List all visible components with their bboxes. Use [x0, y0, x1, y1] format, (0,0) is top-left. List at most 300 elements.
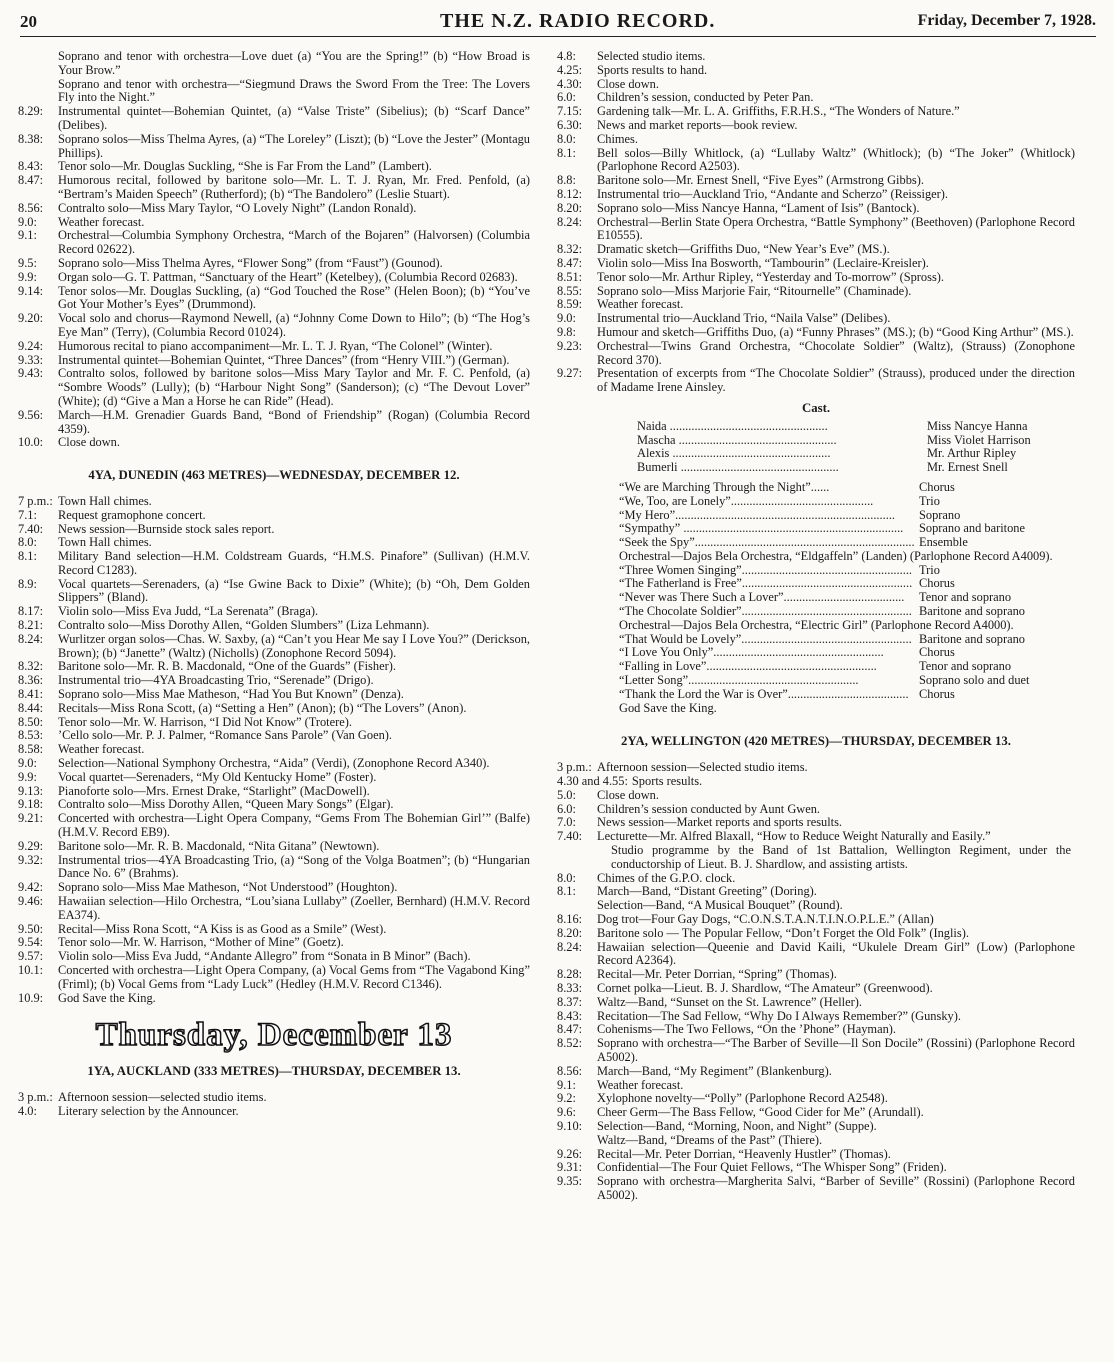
entry-time: 8.29:: [18, 104, 44, 119]
entry-text: Instrumental trios—4YA Broadcasting Trio, (a) “Song of the Volga Boatmen”; (b) “Hungarian Dance No. 6” (Brahms).: [58, 852, 530, 881]
issue-date: Friday, December 7, 1928.: [917, 12, 1096, 29]
entry-time: 4.8:: [557, 49, 576, 63]
program-entry: [18, 257, 530, 271]
musical-number-row: [619, 591, 1075, 605]
cast-row: [557, 434, 1075, 448]
entry-time: 7.0:: [557, 815, 576, 830]
program-entry: [18, 409, 530, 437]
entry-time: 8.28:: [557, 967, 583, 982]
program-entry: [18, 550, 530, 578]
entry-time: 7.15:: [557, 104, 583, 119]
entry-text: Soprano with orchestra—Margherita Salvi, “Barber of Seville” (Rossini) (Parlophone Record A5002).: [597, 1174, 1075, 1202]
entry-time: 8.53:: [18, 728, 44, 743]
cast-role: Mascha ...................................................: [637, 433, 837, 447]
entry-time: 4.0:: [18, 1103, 37, 1118]
program-entry: [18, 605, 530, 619]
program-entry: [557, 1120, 1075, 1134]
program-entry: [18, 229, 530, 257]
entry-time: 8.20:: [557, 200, 583, 215]
program-entry: [18, 771, 530, 785]
program-entry: [557, 1106, 1075, 1120]
musical-number-title: “We, Too, are Lonely”..............................................: [619, 494, 874, 508]
program-entry: [18, 340, 530, 354]
entry-text: Literary selection by the Announcer.: [58, 1103, 239, 1118]
program-entry: [557, 885, 1075, 899]
musical-number-row: [619, 577, 1075, 591]
cast-row: [557, 420, 1075, 434]
auckland-heading: 1YA, AUCKLAND (333 METRES)—THURSDAY, DECEMBER 13.: [87, 1064, 461, 1079]
program-entry: [18, 674, 530, 688]
entry-time: 8.43:: [557, 1008, 583, 1023]
musical-number-title: “Three Women Singing”.......................................................: [619, 563, 913, 577]
entry-time: 9.23:: [557, 338, 583, 353]
wellington-heading: 2YA, WELLINGTON (420 METRES)—THURSDAY, DECEMBER 13.: [621, 734, 1011, 749]
entry-text: Soprano and tenor with orchestra—“Siegmund Draws the Sword From the Tree: The Lovers Fly into the Night.”: [58, 76, 530, 105]
entry-time: 8.32:: [557, 242, 583, 257]
entry-time: 9.0:: [18, 756, 37, 771]
program-entry: [557, 1079, 1075, 1093]
entry-text: Tenor solo—Mr. W. Harrison, “I Did Not Know” (Trotere).: [58, 714, 352, 729]
entry-text: Organ solo—G. T. Pattman, “Sanctuary of the Heart” (Ketelbey), (Columbia Record 02683).: [58, 269, 518, 284]
entry-text: Soprano solo—Miss Nancye Hanna, “Lament of Isis” (Bantock).: [597, 200, 920, 215]
musical-number-row: [619, 481, 1075, 495]
program-entry: [557, 119, 1075, 133]
entry-time: 8.12:: [557, 186, 583, 201]
entry-time: 8.36:: [18, 673, 44, 688]
program-entry: [18, 950, 530, 964]
entry-time: 4.30 and 4.55:: [557, 774, 628, 789]
program-entry: [557, 1148, 1075, 1162]
entry-time: 8.55:: [557, 283, 583, 298]
program-entry: [18, 174, 530, 202]
entry-text: Dramatic sketch—Griffiths Duo, “New Year’s Eve” (MS.).: [597, 242, 890, 257]
entry-text: Humorous recital to piano accompaniment—Mr. L. T. J. Ryan, “The Colonel” (Winter).: [58, 338, 493, 353]
entry-time: 9.10:: [557, 1118, 583, 1133]
entry-time: 9.18:: [18, 797, 44, 812]
program-entry: [557, 367, 1075, 395]
entry-text: Soprano solo—Miss Thelma Ayres, “Flower Song” (from “Faust”) (Gounod).: [58, 255, 443, 270]
entry-time: 8.1:: [557, 884, 576, 899]
entry-time: 9.9:: [18, 769, 37, 784]
program-entry: [18, 495, 530, 509]
entry-text: Concerted with orchestra—Light Opera Company, “Gems From The Bohemian Girl’” (Balfe) (H.M.V. Record EB9).: [58, 811, 530, 840]
program-entry: [557, 1161, 1075, 1175]
program-entry: [557, 147, 1075, 175]
musical-number-performers: Ensemble: [919, 535, 968, 550]
program-entry: [18, 1105, 530, 1119]
entry-text: Waltz—Band, “Sunset on the St. Lawrence” (Heller).: [597, 994, 862, 1009]
entry-time: 9.56:: [18, 407, 44, 422]
entry-text: Children’s session conducted by Aunt Gwen.: [597, 801, 821, 816]
musical-number-row: [619, 495, 1075, 509]
program-entry: [557, 775, 1075, 789]
program-entry: [18, 536, 530, 550]
entry-text: Humorous recital, followed by baritone solo—Mr. L. T. J. Ryan, Mr. Fred. Penfold, (a) “Bertram’s Maiden Speech” (Rutherford); (b) “The Bandolero” (Leslie Stuart).: [58, 173, 530, 201]
musical-number-performers: Tenor and soprano: [919, 659, 1012, 674]
program-entry: [18, 992, 530, 1006]
cast-actor: Miss Nancye Hanna: [927, 418, 1028, 433]
program-entry: [18, 160, 530, 174]
program-entry: [557, 326, 1075, 340]
entry-text: Baritone solo—Mr. R. B. Macdonald, “Nita Gitana” (Newtown).: [58, 838, 380, 853]
musical-number-row: [619, 522, 1075, 536]
program-entry: [18, 202, 530, 216]
program-entry: [557, 927, 1075, 941]
entry-text: Request gramophone concert.: [58, 507, 206, 522]
entry-time: 10.9:: [18, 990, 44, 1005]
program-entry: [557, 816, 1075, 830]
program-entry: [18, 367, 530, 408]
entry-time: 9.9:: [18, 269, 37, 284]
musical-number-performers: Trio: [919, 562, 940, 577]
orchestral-interlude: Orchestral—Dajos Bela Orchestra, “Eldgaffeln” (Landen) (Parlophone Record A4009).: [619, 548, 1053, 563]
cast-row: [557, 447, 1075, 461]
entry-text: Town Hall chimes.: [58, 535, 152, 550]
cast-list: [557, 420, 1075, 475]
entry-time: 8.38:: [18, 131, 44, 146]
masthead-title: THE N.Z. RADIO RECORD.: [440, 10, 716, 32]
program-entry: [557, 257, 1075, 271]
entry-time: 8.43:: [18, 159, 44, 174]
program-entry: [557, 243, 1075, 257]
entry-text: Close down.: [58, 435, 120, 450]
program-entry: [557, 968, 1075, 982]
cast-role: Naida ...................................................: [637, 419, 828, 433]
entry-text: Recital—Mr. Peter Dorrian, “Spring” (Thomas).: [597, 967, 837, 982]
entry-text: Recitals—Miss Rona Scott, (a) “Setting a Hen” (Anon); (b) “The Lovers” (Anon).: [58, 700, 467, 715]
musical-number-row: [619, 633, 1075, 647]
program-entry: [557, 872, 1075, 886]
entry-time: 8.9:: [18, 576, 37, 591]
musical-number-row: [619, 564, 1075, 578]
musical-number-performers: Soprano: [919, 507, 961, 522]
entry-time: 8.44:: [18, 700, 44, 715]
program-entry: [18, 312, 530, 340]
entry-time: 7.40:: [18, 521, 44, 536]
program-entry: [557, 1065, 1075, 1079]
program-entry: [18, 78, 530, 106]
musical-number-performers: Baritone and soprano: [919, 604, 1025, 619]
entry-text: Chimes of the G.P.O. clock.: [597, 870, 736, 885]
program-entry: [18, 660, 530, 674]
entry-text: Weather forecast.: [597, 297, 684, 312]
dunedin-program-list: [18, 495, 530, 1005]
program-entry: [557, 996, 1075, 1010]
program-entry: [18, 509, 530, 523]
musical-number-title: “Never was There Such a Lover”.......................................: [619, 591, 905, 605]
left-column: [18, 50, 530, 1119]
program-entry: [18, 354, 530, 368]
right-column: [557, 50, 1075, 1203]
entry-text: Contralto solo—Miss Dorothy Allen, “Golden Slumbers” (Liza Lehmann).: [58, 618, 430, 633]
entry-text: Instrumental quintet—Bohemian Quintet, “Three Dances” (from “Henry VIII.”) (German).: [58, 352, 510, 367]
program-entry: [557, 64, 1075, 78]
page-number: 20: [20, 12, 37, 31]
entry-time: 6.0:: [557, 801, 576, 816]
musical-number-title: “Thank the Lord the War is Over”.......................................: [619, 687, 909, 701]
entry-text: Soprano with orchestra—“The Barber of Seville—Il Son Docile” (Rossini) (Parlophone Record A5002).: [597, 1036, 1075, 1064]
cast-title: Cast.: [801, 400, 831, 415]
cast-actor: Mr. Arthur Ripley: [927, 446, 1017, 461]
program-entry: [18, 785, 530, 799]
entry-text: Violin solo—Miss Eva Judd, “Andante Allegro” from “Sonata in B Minor” (Bach).: [58, 949, 471, 964]
program-entry: [557, 271, 1075, 285]
entry-text: Close down.: [597, 76, 659, 91]
program-entry: [557, 133, 1075, 147]
entry-text: Hawaiian selection—Queenie and David Kaili, “Ukulele Dream Girl” (Low) (Parlophone Record A2364).: [597, 939, 1075, 968]
program-entry: [557, 340, 1075, 368]
entry-text: News session—Burnside stock sales report.: [58, 521, 275, 536]
entry-text: Close down.: [597, 787, 659, 802]
entry-text: Vocal solo and chorus—Raymond Newell, (a) “Johnny Come Down to Hilo”; (b) “The Hog’s Eye Man” (Terry), (Columbia Record 01024).: [58, 311, 530, 339]
entry-time: 8.56:: [557, 1063, 583, 1078]
cast-actor: Mr. Ernest Snell: [927, 460, 1008, 475]
entry-time: 5.0:: [557, 787, 576, 802]
musical-number-title: “Sympathy” .......................................................................: [619, 522, 904, 536]
entry-time: 7.1:: [18, 507, 37, 522]
entry-time: 8.32:: [18, 659, 44, 674]
entry-time: 9.8:: [557, 324, 576, 339]
entry-time: 8.51:: [557, 269, 583, 284]
entry-text: Children’s session, conducted by Peter Pan.: [597, 90, 814, 105]
entry-text: Soprano solo—Miss Marjorie Fair, “Ritournelle” (Chaminade).: [597, 283, 912, 298]
entry-time: 9.29:: [18, 838, 44, 853]
musical-number-row: [619, 536, 1075, 550]
entry-text: Vocal quartets—Serenaders, (a) “Ise Gwine Back to Dixie” (White); (b) “Oh, Dem Golden Slippers” (Bland).: [58, 576, 530, 605]
program-entry: [18, 271, 530, 285]
entry-text: Contralto solo—Miss Mary Taylor, “O Lovely Night” (Landon Ronald).: [58, 200, 417, 215]
entry-text: Selected studio items.: [597, 49, 706, 63]
entry-time: 8.52:: [557, 1036, 583, 1051]
program-entry: [18, 812, 530, 840]
entry-time: 8.50:: [18, 714, 44, 729]
entry-text: Presentation of excerpts from “The Chocolate Soldier” (Strauss), produced under the direction of Madame Irene Ainsley.: [597, 366, 1075, 395]
entry-time: 8.17:: [18, 604, 44, 619]
entry-time: 8.59:: [557, 297, 583, 312]
program-entry: [18, 50, 530, 78]
cast-role: Alexis ...................................................: [637, 447, 831, 461]
program-entry: [18, 798, 530, 812]
musical-number-row: [619, 674, 1075, 688]
entry-text: Violin solo—Miss Ina Bosworth, “Tambourin” (Leclaire-Kreisler).: [597, 255, 929, 270]
musical-number-performers: Baritone and soprano: [919, 631, 1025, 646]
entry-text: Tenor solo—Mr. W. Harrison, “Mother of Mine” (Goetz).: [58, 935, 344, 950]
entry-text: Recital—Mr. Peter Dorrian, “Heavenly Hustler” (Thomas).: [597, 1146, 891, 1161]
musical-number-title: “The Chocolate Soldier”.......................................................: [619, 605, 912, 619]
program-entry: [557, 982, 1075, 996]
program-entry: [18, 881, 530, 895]
entry-text: Contralto solos, followed by baritone solos—Miss Mary Taylor and Mr. F. C. Penfold, (a) “Sombre Woods” (Lully); (b) “Harbour Night Song” (Sanderson); (c) “The Devout Lover” (White); (d) “Give a Man a Horse he can Ride” (Head).: [58, 366, 530, 408]
entry-text: Instrumental quintet—Bohemian Quintet, (a) “Valse Triste” (Sibelius); (b) “Scarf Dance” (Delibes).: [58, 104, 530, 132]
entry-time: 9.1:: [557, 1077, 576, 1092]
entry-time: 10.0:: [18, 435, 44, 450]
dunedin-heading: 4YA, DUNEDIN (463 METRES)—WEDNESDAY, DECEMBER 12.: [88, 468, 460, 483]
musical-number-row: [619, 660, 1075, 674]
entry-time: 8.58:: [18, 742, 44, 757]
musical-number-title: “The Fatherland is Free”.......................................................: [619, 577, 913, 591]
entry-text: Hawaiian selection—Hilo Orchestra, “Lou’siana Lullaby” (Zoeller, Bernhard) (H.M.V. Record EA374).: [58, 894, 530, 922]
entry-text: March—Band, “My Regiment” (Blankenburg).: [597, 1063, 832, 1078]
entry-time: 10.1:: [18, 963, 44, 977]
program-entry: [557, 285, 1075, 299]
entry-text: Orchestral—Berlin State Opera Orchestra, “Battle Symphony” (Beethoven) (Parlophone Record E10555).: [597, 214, 1075, 243]
musical-numbers-list: [557, 481, 1075, 702]
entry-time: 9.14:: [18, 283, 44, 298]
program-entry: [557, 50, 1075, 64]
musical-number-row: [619, 688, 1075, 702]
entry-text: Dog trot—Four Gay Dogs, “C.O.N.S.T.A.N.T.I.N.O.P.L.E.” (Allan): [597, 912, 934, 927]
musical-number-row: [619, 646, 1075, 660]
program-entry: [557, 312, 1075, 326]
entry-time: 8.8:: [557, 173, 576, 188]
program-note: Studio programme by the Band of 1st Battalion, Wellington Regiment, under the conductorship of Lieut. B. J. Shardlow, and assisting artists.: [611, 843, 1071, 871]
entry-time: 9.0:: [18, 214, 37, 229]
entry-time: 8.41:: [18, 687, 44, 702]
entry-time: 9.50:: [18, 921, 44, 936]
program-entry: [557, 1175, 1075, 1203]
entry-time: 8.37:: [557, 994, 583, 1009]
entry-time: 9.2:: [557, 1091, 576, 1106]
program-entry: [557, 941, 1075, 969]
program-entry: [18, 133, 530, 161]
entry-text: Recital—Miss Rona Scott, “A Kiss is as Good as a Smile” (West).: [58, 921, 387, 936]
entry-text: Tenor solos—Mr. Douglas Suckling, (a) “God Touched the Rose” (Helen Boon); (b) “You’ve Got Your Mother’s Eyes” (Drummond).: [58, 283, 530, 312]
entry-time: 9.5:: [18, 255, 37, 270]
entry-time: 7 p.m.:: [18, 493, 53, 508]
program-entry: [557, 105, 1075, 119]
entry-time: 9.42:: [18, 880, 44, 895]
program-entry: [18, 716, 530, 730]
musical-number-row: [619, 605, 1075, 619]
auckland-program-continued: [557, 50, 1075, 395]
program-entry: [18, 936, 530, 950]
entry-time: 3 p.m.:: [18, 1090, 53, 1105]
entry-text: Soprano and tenor with orchestra—Love duet (a) “You are the Spring!” (b) “How Broad is Your Brow.”: [58, 49, 530, 77]
entry-time: 8.24:: [557, 939, 583, 954]
entry-time: 9.20:: [18, 311, 44, 326]
program-entry: [557, 91, 1075, 105]
program-list-continued: [18, 50, 530, 450]
entry-time: 8.1:: [557, 145, 576, 160]
entry-text: Weather forecast.: [58, 214, 145, 229]
cast-row: [557, 461, 1075, 475]
entry-time: 8.47:: [557, 255, 583, 270]
musical-number-title: “I Love You Only”.......................................................: [619, 646, 884, 660]
entry-text: Xylophone novelty—“Polly” (Parlophone Record A2548).: [597, 1091, 888, 1106]
entry-time: 4.30:: [557, 76, 583, 91]
entry-text: Instrumental trio—Auckland Trio, “Naila Valse” (Delibes).: [597, 311, 891, 326]
program-entry: [18, 743, 530, 757]
entry-text: Town Hall chimes.: [58, 493, 152, 508]
entry-time: 6.30:: [557, 117, 583, 132]
entry-text: Concerted with orchestra—Light Opera Company, (a) Vocal Gems from “The Vagabond King” (Friml); (b) Vocal Gems from “Lady Luck” (Hedley (H.M.V. Record C1346).: [58, 963, 530, 991]
program-entry: [557, 913, 1075, 927]
entry-text: Pianoforte solo—Mrs. Ernest Drake, “Starlight” (MacDowell).: [58, 783, 370, 798]
entry-time: 9.32:: [18, 852, 44, 867]
musical-number-performers: Tenor and soprano: [919, 590, 1012, 605]
entry-text: Wurlitzer organ solos—Chas. W. Saxby, (a) “Can’t you Hear Me say I Love You?” (Derickson, Brown); (b) “Janette” (Waltz) (Nicholls) (Zonophone Record 5094).: [58, 631, 530, 660]
program-entry: [18, 105, 530, 133]
entry-time: 9.6:: [557, 1105, 576, 1120]
god-save-the-king: God Save the King.: [619, 700, 717, 715]
musical-number-performers: Chorus: [919, 576, 955, 591]
entry-time: 9.13:: [18, 783, 44, 798]
musical-number-title: “My Hero”.......................................................................: [619, 508, 896, 522]
program-entry: [18, 633, 530, 661]
program-entry: [18, 216, 530, 230]
entry-text: Sports results to hand.: [597, 62, 708, 77]
program-entry: [18, 285, 530, 313]
entry-text: Bell solos—Billy Whitlock, (a) “Lullaby Waltz” (Whitlock); (b) “The Joker” (Whitlock) (Parlophone Record A2503).: [597, 145, 1075, 174]
entry-text: God Save the King.: [58, 990, 156, 1005]
entry-time: 4.25:: [557, 62, 583, 77]
entry-text: Contralto solo—Miss Dorothy Allen, “Queen Mary Songs” (Elgar).: [58, 797, 394, 812]
musical-number-title: “Seek the Spy”.......................................................................: [619, 536, 915, 550]
entry-text: ’Cello solo—Mr. P. J. Palmer, “Romance Sans Parole” (Van Goen).: [58, 728, 392, 743]
entry-text: Recitation—The Sad Fellow, “Why Do I Always Remember?” (Gunsky).: [597, 1008, 961, 1023]
entry-text: Lecturette—Mr. Alfred Blaxall, “How to Reduce Weight Naturally and Easily.”: [597, 829, 991, 844]
entry-text: Selection—Band, “Morning, Noon, and Night” (Suppe).: [597, 1118, 877, 1133]
program-entry: [557, 1010, 1075, 1024]
program-entry: [557, 1023, 1075, 1037]
musical-number-performers: Trio: [919, 493, 940, 508]
entry-text: Soprano solo—Miss Mae Matheson, “Not Understood” (Houghton).: [58, 880, 398, 895]
entry-time: 3 p.m.:: [557, 760, 592, 775]
entry-text: Humour and sketch—Griffiths Duo, (a) “Funny Phrases” (MS.); (b) “Good King Arthur” (MS.).: [597, 324, 1074, 339]
program-entry: [18, 729, 530, 743]
musical-number-title: “That Would be Lovely”.......................................................: [619, 632, 912, 646]
wellington-program-list: [557, 761, 1075, 1203]
entry-time: 9.27:: [557, 366, 583, 381]
orchestral-interlude: Orchestral—Dajos Bela Orchestra, “Electric Girl” (Parlophone Record A4000).: [619, 617, 1014, 632]
entry-text: Cheer Germ—The Bass Fellow, “Good Cider for Me” (Arundall).: [597, 1105, 924, 1120]
entry-time: 8.1:: [18, 549, 37, 564]
program-entry: [557, 78, 1075, 92]
entry-time: 9.46:: [18, 894, 44, 909]
musical-number-performers: Soprano and baritone: [919, 521, 1025, 536]
auckland-program-list: [18, 1091, 530, 1119]
program-entry: [18, 436, 530, 450]
entry-time: 9.54:: [18, 935, 44, 950]
entry-time: 6.0:: [557, 90, 576, 105]
program-entry: [557, 202, 1075, 216]
program-entry: [557, 830, 1075, 844]
entry-text: Afternoon session—Selected studio items.: [597, 760, 808, 775]
entry-text: Gardening talk—Mr. L. A. Griffiths, F.R.H.S., “The Wonders of Nature.”: [597, 104, 960, 119]
program-entry: [557, 761, 1075, 775]
program-entry: [18, 619, 530, 633]
entry-time: 8.56:: [18, 200, 44, 215]
program-entry: [18, 840, 530, 854]
entry-time: 9.26:: [557, 1146, 583, 1161]
entry-time: 7.40:: [557, 829, 583, 844]
musical-number-row: [619, 509, 1075, 523]
entry-time: 9.24:: [18, 338, 44, 353]
program-entry: [18, 854, 530, 882]
program-entry: [557, 174, 1075, 188]
entry-text: News and market reports—book review.: [597, 117, 798, 132]
entry-text: Baritone solo—Mr. Ernest Snell, “Five Eyes” (Armstrong Gibbs).: [597, 173, 924, 188]
entry-time: 9.21:: [18, 811, 44, 826]
entry-text: Weather forecast.: [58, 742, 145, 757]
entry-text: News session—Market reports and sports results.: [597, 815, 843, 830]
entry-text: Cohenisms—The Two Fellows, “On the ’Phone” (Hayman).: [597, 1022, 896, 1037]
entry-text: Orchestral—Columbia Symphony Orchestra, “March of the Bojaren” (Halvorsen) (Columbia Record 02622).: [58, 228, 530, 257]
entry-text: Weather forecast.: [597, 1077, 684, 1092]
entry-text: Baritone solo — The Popular Fellow, “Don’t Forget the Old Folk” (Inglis).: [597, 925, 969, 940]
program-entry: [18, 895, 530, 923]
entry-time: 9.31:: [557, 1160, 583, 1175]
